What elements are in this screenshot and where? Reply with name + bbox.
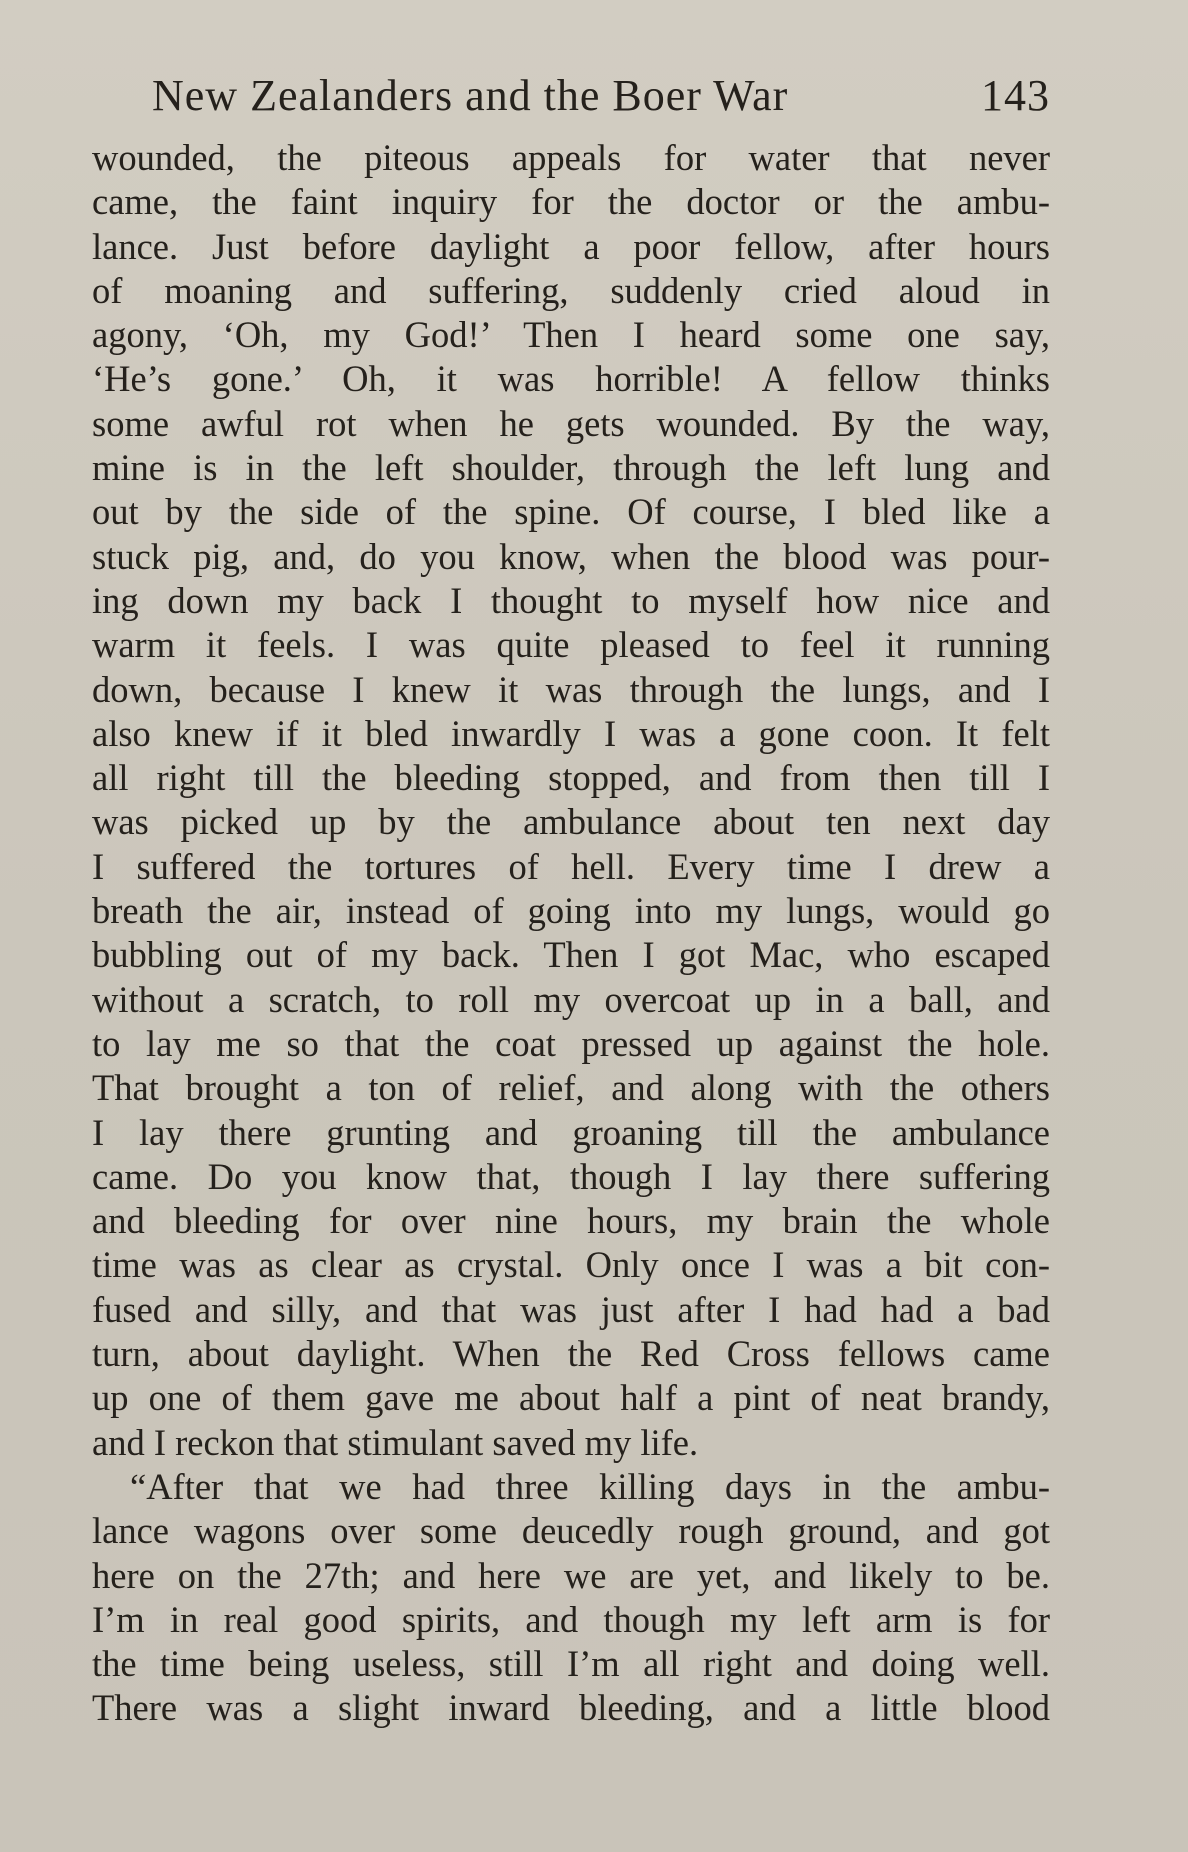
text-line: warm it feels. I was quite pleased to feel it running (92, 624, 1050, 666)
text-line: was picked up by the ambulance about ten next day (92, 801, 1050, 843)
text-line: to lay me so that the coat pressed up against the hole. (92, 1022, 1050, 1064)
text-line: stuck pig, and, do you know, when the blood was pour- (92, 535, 1050, 577)
page-number: 143 (981, 71, 1050, 120)
text-line: came. Do you know that, though I lay there suffering (92, 1155, 1050, 1197)
text-line: I suffered the tortures of hell. Every time I drew a (92, 845, 1050, 887)
text-line: lance wagons over some deucedly rough ground, and got (92, 1510, 1050, 1552)
paragraph-start-line: “After that we had three killing days in the ambu- (130, 1465, 1050, 1507)
text-line: some awful rot when he gets wounded. By the way, (92, 402, 1050, 444)
running-head (92, 60, 1050, 132)
body-text (92, 136, 1050, 1731)
text-line: out by the side of the spine. Of course, I bled like a (92, 491, 1050, 533)
text-line: turn, about daylight. When the Red Cross fellows came (92, 1333, 1050, 1375)
book-page (92, 60, 1050, 1731)
text-line: fused and silly, and that was just after I had had a bad (92, 1288, 1050, 1330)
text-line: ‘He’s gone.’ Oh, it was horrible! A fellow thinks (92, 358, 1050, 400)
text-line: without a scratch, to roll my overcoat up in a ball, and (92, 978, 1050, 1020)
text-line: time was as clear as crystal. Only once I was a bit con- (92, 1244, 1050, 1286)
text-line: I lay there grunting and groaning till the ambulance (92, 1111, 1050, 1153)
text-line: lance. Just before daylight a poor fellow, after hours (92, 225, 1050, 267)
text-line: bubbling out of my back. Then I got Mac, who escaped (92, 934, 1050, 976)
text-line: That brought a ton of relief, and along with the others (92, 1067, 1050, 1109)
text-line: all right till the bleeding stopped, and from then till I (92, 757, 1050, 799)
running-head-title: New Zealanders and the Boer War (152, 71, 789, 120)
text-line: here on the 27th; and here we are yet, and likely to be. (92, 1554, 1050, 1596)
text-line: I’m in real good spirits, and though my left arm is for (92, 1598, 1050, 1640)
text-line: the time being useless, still I’m all right and doing well. (92, 1643, 1050, 1685)
text-line: down, because I knew it was through the lungs, and I (92, 668, 1050, 710)
text-line: There was a slight inward bleeding, and a little blood (92, 1687, 1050, 1729)
paragraph-end-line: and I reckon that stimulant saved my life. (92, 1421, 699, 1463)
text-line: ing down my back I thought to myself how nice and (92, 579, 1050, 621)
text-line: and bleeding for over nine hours, my brain the whole (92, 1200, 1050, 1242)
text-line: mine is in the left shoulder, through the left lung and (92, 447, 1050, 489)
text-line: wounded, the piteous appeals for water that never (92, 137, 1050, 178)
text-line: also knew if it bled inwardly I was a gone coon. It felt (92, 712, 1050, 754)
text-line: agony, ‘Oh, my God!’ Then I heard some one say, (92, 314, 1050, 356)
text-line: up one of them gave me about half a pint of neat brandy, (92, 1377, 1050, 1419)
text-line: breath the air, instead of going into my lungs, would go (92, 890, 1050, 932)
text-line: came, the faint inquiry for the doctor or the ambu- (92, 181, 1050, 223)
text-line: of moaning and suffering, suddenly cried aloud in (92, 269, 1050, 311)
